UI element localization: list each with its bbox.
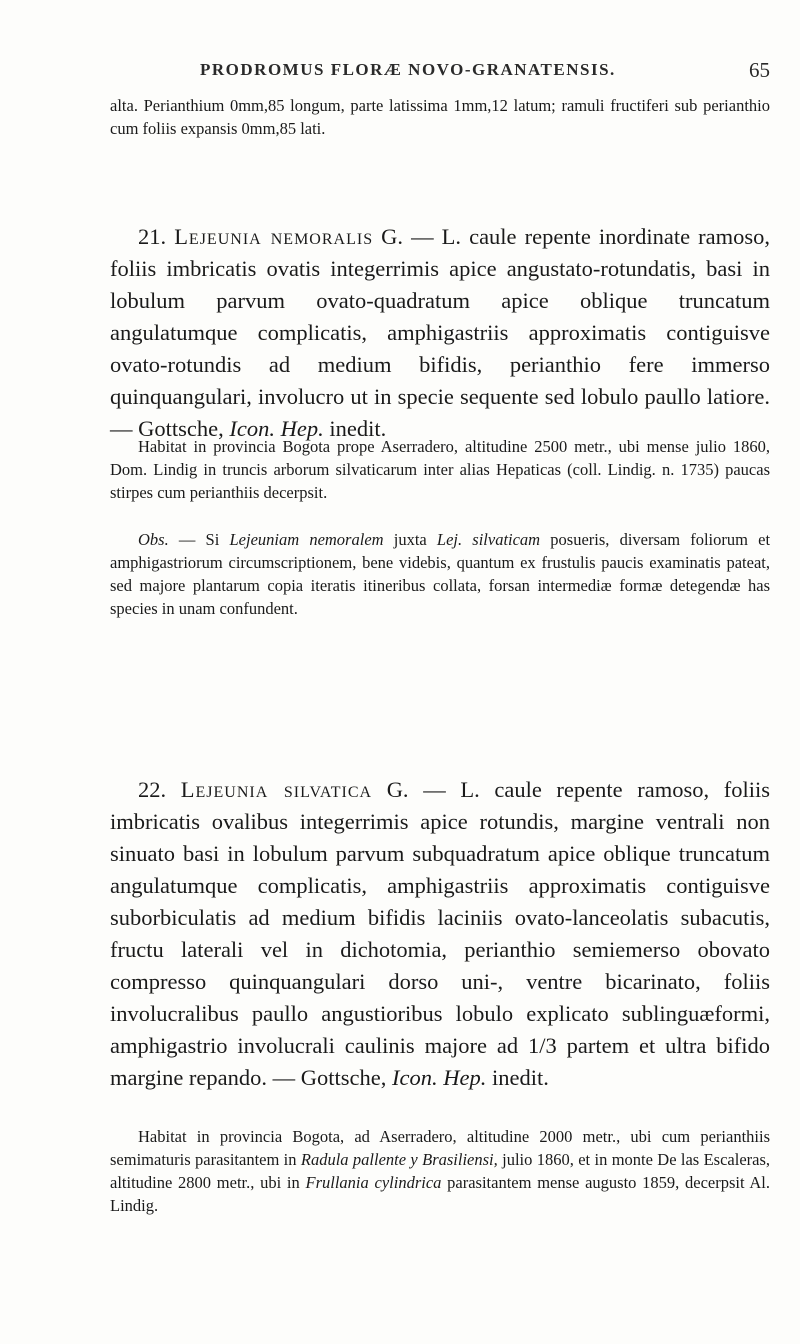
species-21-author: G. — L. <box>381 224 462 249</box>
page-header <box>110 60 770 84</box>
species-21-reference-after: inedit. <box>329 416 387 441</box>
species-22-reference-after: inedit. <box>491 1065 549 1090</box>
habitat-22-host-1: Radula pallente y Brasiliensi, <box>300 1150 498 1169</box>
species-21-description <box>110 221 770 445</box>
species-21-habitat <box>110 435 770 504</box>
species-22-author: G. — L. <box>386 777 480 802</box>
species-22-habitat <box>110 1125 770 1217</box>
species-22-name: Lejeunia silvatica <box>180 777 373 802</box>
habitat-22-text-3: parasitantem mense augusto 1859, decerpsit Al. Lindig. <box>110 1173 771 1215</box>
species-21-name: Lejeunia nemoralis <box>174 224 374 249</box>
habitat-22-text-1: Habitat in provincia Bogota, ad Aserradero, altitudine 2000 metr., ubi cum perianthiis semimaturis parasitantem in <box>110 1127 770 1169</box>
running-title: PRODROMUS FLORÆ NOVO-GRANATENSIS. <box>200 60 616 79</box>
species-22-reference: Icon. Hep. <box>392 1065 487 1090</box>
obs-text-2: juxta <box>393 530 427 549</box>
species-22-description <box>110 774 770 1094</box>
habitat-22-text-2: julio 1860, et in monte De las Escaleras, altitudine 2800 metr., ubi in <box>110 1150 771 1192</box>
species-21-text: caule repente inordinate ramoso, foliis imbricatis ovatis integerrimis apice angustato-rotundatis, basi in lobulum parvum ovato-quadratum apice oblique truncatum angulatumque complicatis, amphigastriis approximatis contiguisve ovato-rotundis ad medium bifidis, perianthio fere immerso quinquangulari, involucro ut in specie sequente sed lobulo paullo latiore. — Gottsche, <box>110 224 770 441</box>
species-21-observation <box>110 528 770 620</box>
species-22-number: 22. <box>138 777 167 802</box>
species-22-text: caule repente ramoso, foliis imbricatis ovalibus integerrimis apice rotundis, margine ventrali non sinuato basi in lobulum parvum subquadratum apice oblique truncatum angulatumque complicatis, amphigastriis approximatis contiguisve suborbiculatis ad medium bifidis laciniis ovato-lanceolatis subacutis, fructu laterali vel in dichotomia, perianthio semiemerso obovato compresso quinquangulari dorso uni-, ventre bicarinato, foliis involucralibus paullo angustioribus lobulo explicato sublinguæformi, amphigastrio involucrali caulinis majore ad 1/3 partem et ultra bifido margine repando. — Gottsche, <box>110 777 771 1090</box>
intro-text: alta. Perianthium 0mm,85 longum, parte latissima 1mm,12 latum; ramuli fructiferi sub perianthio cum foliis expansis 0mm,85 lati. <box>110 96 770 138</box>
obs-name-1: Lejeuniam nemoralem <box>229 530 384 549</box>
obs-text-1: — Si <box>178 530 220 549</box>
habitat-22-host-2: Frullania cylindrica <box>305 1173 442 1192</box>
obs-label: Obs. <box>138 530 169 549</box>
species-21-reference: Icon. Hep. <box>229 416 324 441</box>
obs-name-2: Lej. silvaticam <box>436 530 541 549</box>
intro-paragraph <box>110 94 770 140</box>
obs-text-3: posueris, diversam foliorum et amphigastriorum circumscriptionem, bene videbis, quantum ex frustulis paucis examinatis pateat, sed majore plantarum copia iteratis itineribus collata, forsan intermediæ formæ detegendæ has species in unam confundent. <box>110 530 771 618</box>
page-number: 65 <box>749 58 770 82</box>
species-21-habitat-text: Habitat in provincia Bogota prope Aserradero, altitudine 2500 metr., ubi mense julio 1860, Dom. Lindig in truncis arborum silvaticarum inter alias Hepaticas (coll. Lindig. n. 1735) paucas stirpes cum perianthiis decerpsit. <box>110 437 770 502</box>
species-21-number: 21. <box>138 224 167 249</box>
